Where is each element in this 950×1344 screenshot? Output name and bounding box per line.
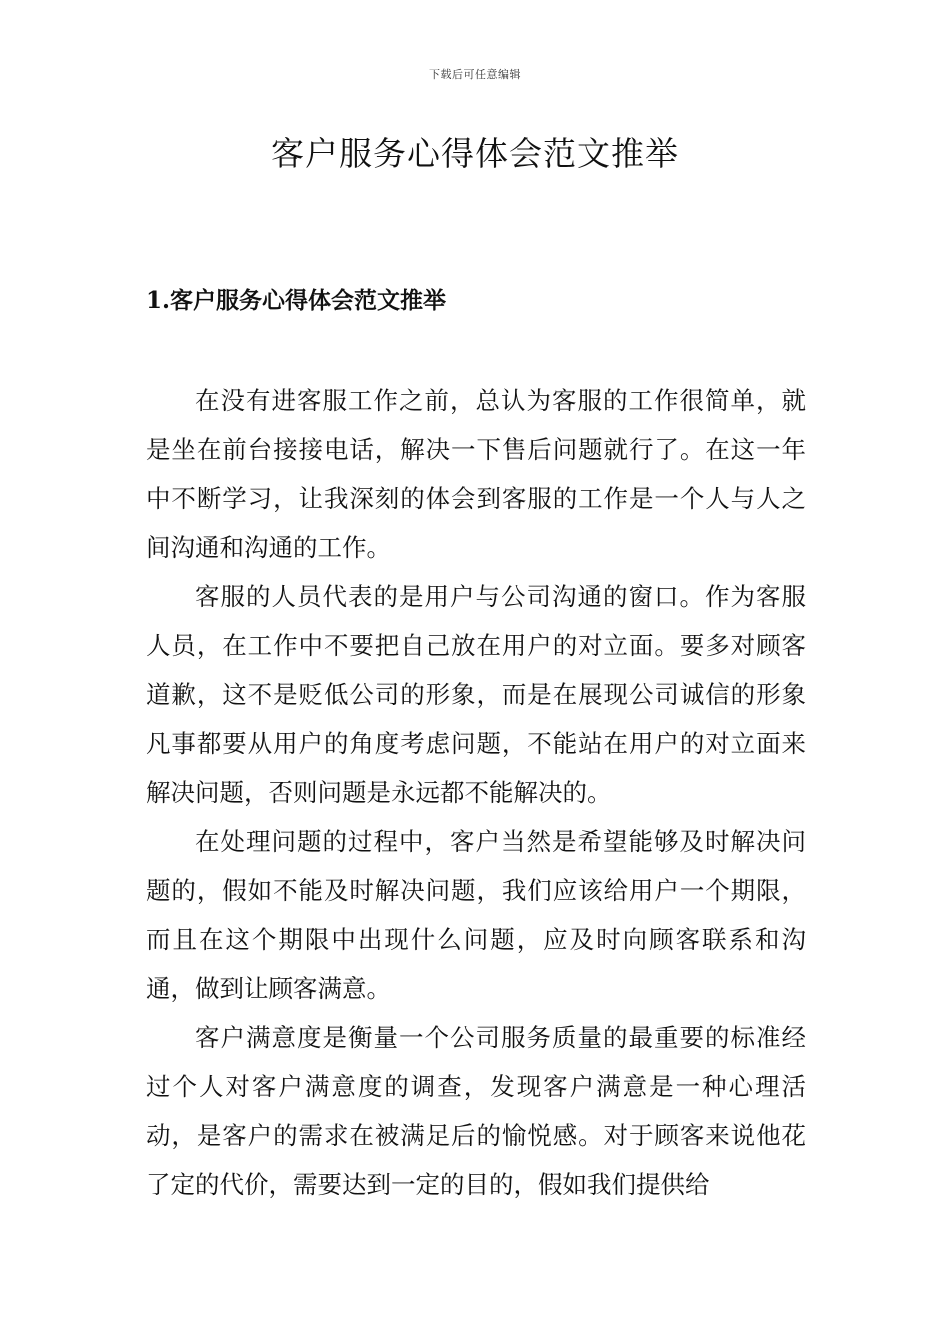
body-paragraph: 客户满意度是衡量一个公司服务质量的最重要的标准经过个人对客户满意度的调查，发现客户满意是一种心理活动，是客户的需求在被满足后的愉悦感。对于顾客来说他花了定的代价，需要达到一定的目的，假如我们提供给 — [146, 1023, 806, 1199]
body-paragraph: 在处理问题的过程中，客户当然是希望能够及时解决问题的，假如不能及时解决问题，我们应该给用户一个期限，而且在这个期限中出现什么问题，应及时向顾客联系和沟通，做到让顾客满意。 — [146, 827, 806, 1003]
header-note: 下载后可任意编辑 — [429, 68, 521, 81]
document-title: 客户服务心得体会范文推举 — [271, 134, 679, 173]
body-paragraph: 在没有进客服工作之前，总认为客服的工作很简单，就是坐在前台接接电话，解决一下售后问题就行了。在这一年中不断学习，让我深刻的体会到客服的工作是一个人与人之间沟通和沟通的工作。 — [146, 386, 806, 562]
body-paragraph: 客服的人员代表的是用户与公司沟通的窗口。作为客服人员，在工作中不要把自己放在用户的对立面。要多对顾客道歉，这不是贬低公司的形象，而是在展现公司诚信的形象凡事都要从用户的角度考虑问题，不能站在用户的对立面来解决问题，否则问题是永远都不能解决的。 — [146, 582, 806, 807]
document-body — [146, 376, 806, 1209]
section-heading: 1.客户服务心得体会范文推举 — [146, 287, 447, 314]
